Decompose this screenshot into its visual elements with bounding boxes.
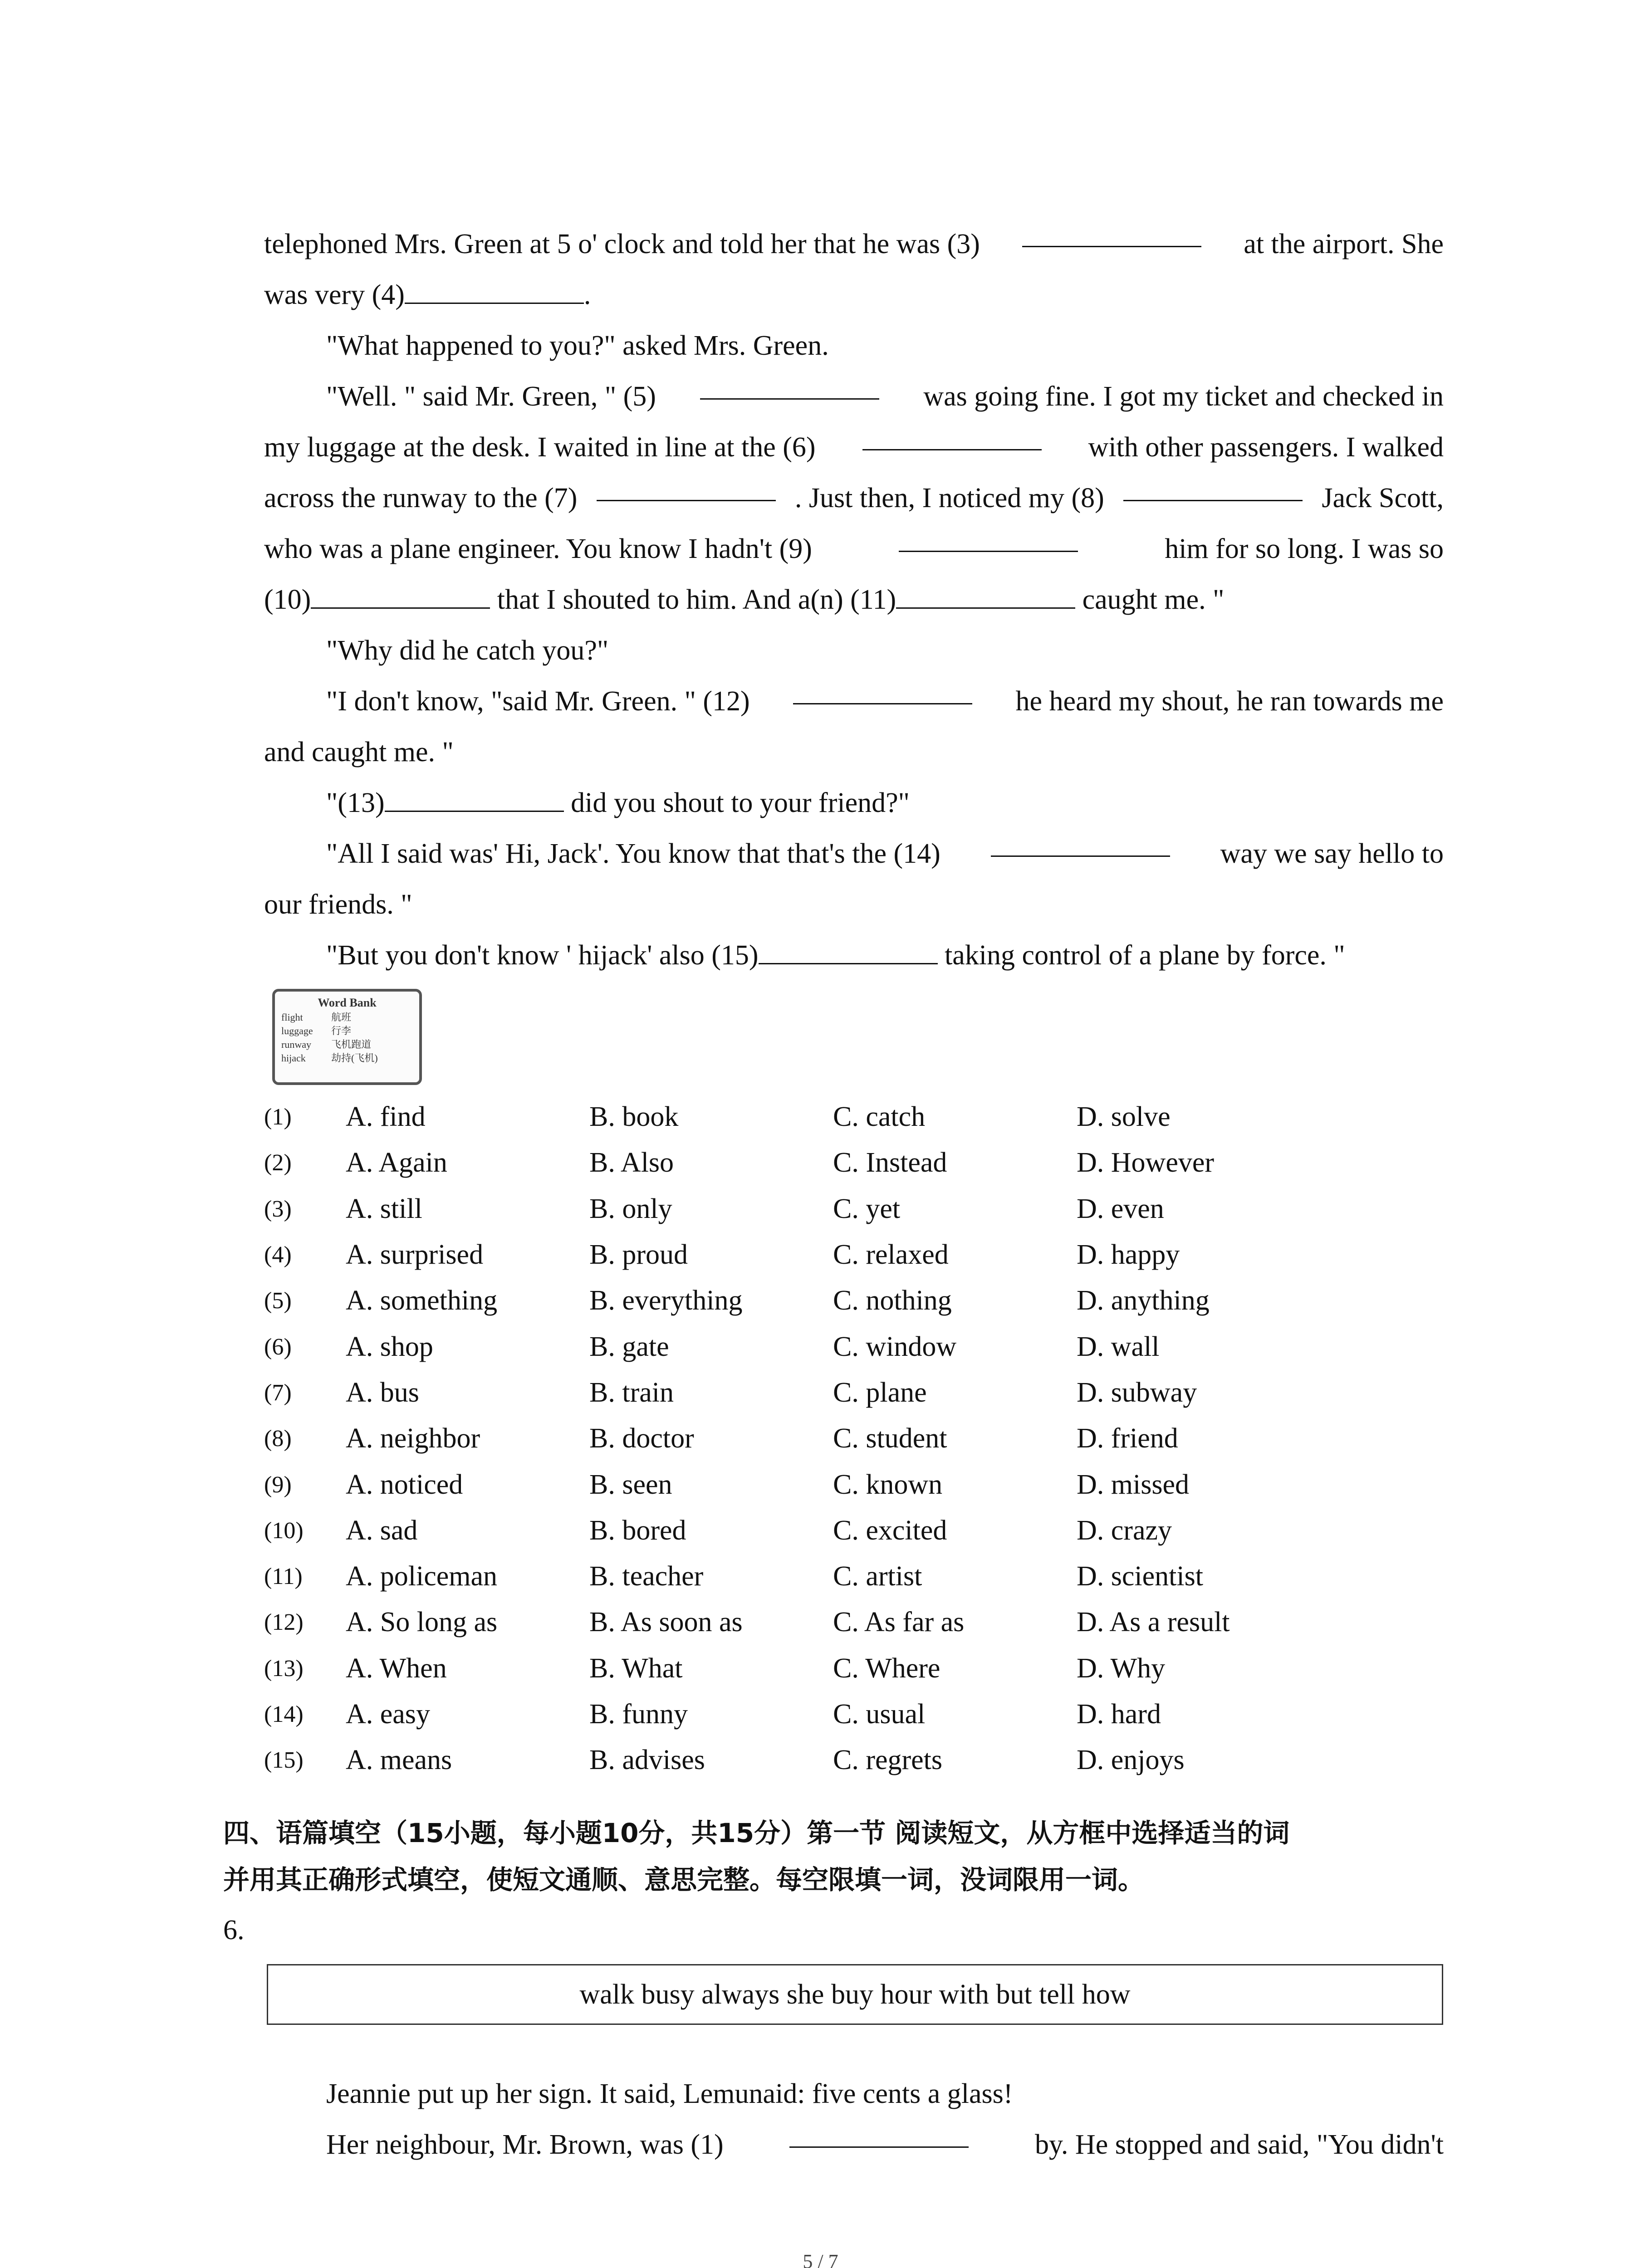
option-choice-a[interactable]: A. easy (346, 1699, 430, 1730)
option-number: (13) (264, 1655, 304, 1681)
passage-line (264, 828, 1444, 879)
option-number: (7) (264, 1379, 292, 1406)
answer-blank[interactable] (597, 473, 776, 501)
option-choice-d[interactable]: D. hard (1077, 1699, 1161, 1730)
option-choice-b[interactable]: B. funny (589, 1699, 688, 1730)
option-choice-a[interactable]: A. something (346, 1285, 498, 1316)
passage-line (264, 320, 1444, 371)
reading-passage (264, 219, 1444, 981)
option-row (264, 1370, 1320, 1416)
option-choice-c[interactable]: C. window (833, 1331, 957, 1362)
answer-options (264, 1094, 1320, 1783)
option-row (264, 1232, 1320, 1278)
option-row (264, 1737, 1320, 1783)
word-bank-en: flight (281, 1012, 303, 1023)
option-choice-c[interactable]: C. regrets (833, 1745, 943, 1776)
option-choice-d[interactable]: D. even (1077, 1193, 1164, 1224)
passage-line (264, 2119, 1444, 2170)
option-row (264, 1691, 1320, 1737)
option-choice-a[interactable]: A. means (346, 1745, 452, 1776)
option-choice-a[interactable]: A. When (346, 1652, 447, 1684)
option-choice-a[interactable]: A. bus (346, 1377, 419, 1408)
text-span: and caught me. " (264, 737, 454, 767)
option-row (264, 1461, 1320, 1507)
option-choice-c[interactable]: C. catch (833, 1101, 926, 1133)
option-choice-d[interactable]: D. As a result (1077, 1607, 1230, 1638)
option-choice-c[interactable]: C. yet (833, 1193, 901, 1224)
passage-line (264, 473, 1444, 523)
option-row (264, 1599, 1320, 1645)
option-choice-b[interactable]: B. gate (589, 1331, 669, 1362)
answer-blank[interactable] (405, 275, 584, 304)
text-span: with other passengers. I walked (1088, 432, 1444, 463)
option-number: (1) (264, 1104, 292, 1130)
option-choice-b[interactable]: B. train (589, 1377, 674, 1408)
answer-blank[interactable] (385, 783, 564, 812)
option-number: (2) (264, 1150, 292, 1176)
text-span: Jack Scott, (1322, 483, 1444, 513)
passage-line (264, 371, 1444, 422)
word-choice-list: walk busy always she buy hour with but tell how (579, 1979, 1131, 2010)
answer-blank[interactable] (899, 523, 1078, 552)
option-choice-b[interactable]: B. Also (589, 1147, 674, 1178)
option-choice-b[interactable]: B. bored (589, 1515, 686, 1546)
text-span: (10) (264, 584, 311, 615)
option-row (264, 1324, 1320, 1369)
option-choice-c[interactable]: C. student (833, 1423, 947, 1454)
option-choice-c[interactable]: C. excited (833, 1515, 947, 1546)
text-span: was going fine. I got my ticket and checked in (923, 381, 1444, 412)
option-choice-c[interactable]: C. artist (833, 1561, 922, 1592)
word-bank-en: runway (281, 1039, 311, 1050)
passage-line (264, 523, 1444, 574)
option-number: (14) (264, 1701, 304, 1727)
option-number: (15) (264, 1747, 304, 1774)
text-span: "Well. " said Mr. Green, " (5) (326, 381, 656, 412)
option-row (264, 1186, 1320, 1232)
text-span: that I shouted to him. And a(n) (11) (490, 584, 896, 615)
text-span: was very (4) (264, 279, 405, 310)
word-bank-zh: 行李 (331, 1025, 352, 1036)
passage-line (264, 2068, 1444, 2119)
option-choice-d[interactable]: D. crazy (1077, 1515, 1172, 1546)
passage-line (264, 422, 1444, 473)
option-choice-a[interactable]: A. surprised (346, 1239, 484, 1271)
option-number: (9) (264, 1471, 292, 1498)
option-choice-a[interactable]: A. So long as (346, 1607, 498, 1638)
text-span: Jeannie put up her sign. It said, Lemunaid: five cents a glass! (326, 2078, 1013, 2109)
option-number: (11) (264, 1564, 303, 1590)
option-row (264, 1554, 1320, 1599)
option-row (264, 1416, 1320, 1461)
option-choice-a[interactable]: A. sad (346, 1515, 418, 1546)
word-bank-title: Word Bank (318, 996, 377, 1009)
option-choice-d[interactable]: D. enjoys (1077, 1745, 1185, 1776)
word-bank-row (281, 1011, 413, 1024)
option-choice-c[interactable]: C. nothing (833, 1285, 952, 1316)
cloze-passage (264, 2068, 1444, 2170)
answer-blank[interactable] (862, 422, 1042, 450)
option-choice-c[interactable]: C. plane (833, 1377, 927, 1408)
answer-blank[interactable] (789, 2119, 969, 2148)
option-choice-a[interactable]: A. policeman (346, 1561, 498, 1592)
passage-line (264, 219, 1444, 269)
option-choice-b[interactable]: B. proud (589, 1239, 688, 1271)
option-choice-b[interactable]: B. book (589, 1101, 679, 1133)
option-choice-c[interactable]: C. As far as (833, 1607, 965, 1638)
option-choice-b[interactable]: B. As soon as (589, 1607, 743, 1638)
text-span: him for so long. I was so (1165, 533, 1444, 564)
option-number: (3) (264, 1196, 292, 1222)
option-choice-d[interactable]: D. However (1077, 1147, 1215, 1178)
option-choice-a[interactable]: A. shop (346, 1331, 433, 1362)
option-number: (12) (264, 1609, 304, 1636)
word-bank-row (281, 1038, 413, 1051)
section-heading-line: 并用其正确形式填空，使短文通顺、意思完整。每空限填一词，没词限用一词。 (223, 1864, 1145, 1895)
passage-line (264, 727, 1444, 777)
text-span: "Why did he catch you?" (326, 635, 609, 666)
text-span: who was a plane engineer. You know I hadn't (9) (264, 533, 812, 564)
text-span: "But you don't know ' hijack' also (15) (326, 940, 759, 971)
word-bank-en: luggage (281, 1025, 313, 1036)
option-choice-a[interactable]: A. find (346, 1101, 426, 1133)
answer-blank[interactable] (896, 580, 1075, 609)
option-number: (4) (264, 1242, 292, 1268)
option-choice-b[interactable]: B. teacher (589, 1561, 704, 1592)
passage-line (264, 777, 1444, 828)
word-bank-row (281, 1051, 413, 1065)
answer-blank[interactable] (991, 828, 1170, 857)
text-span: taking control of a plane by force. " (937, 940, 1345, 971)
option-row (264, 1508, 1320, 1554)
text-span: way we say hello to (1220, 838, 1444, 869)
option-choice-a[interactable]: A. neighbor (346, 1423, 480, 1454)
answer-blank[interactable] (700, 371, 879, 400)
text-span: across the runway to the (7) (264, 483, 578, 513)
option-row (264, 1278, 1320, 1324)
option-choice-b[interactable]: B. seen (589, 1469, 672, 1500)
word-bank-en: hijack (281, 1052, 306, 1064)
option-choice-b[interactable]: B. What (589, 1652, 683, 1684)
option-choice-c[interactable]: C. Instead (833, 1147, 947, 1178)
option-choice-b[interactable]: B. doctor (589, 1423, 694, 1454)
page-number: 5 / 7 (803, 2250, 838, 2268)
text-span: did you shout to your friend?" (563, 787, 910, 818)
text-span: "(13) (326, 787, 385, 818)
text-span: . (583, 279, 591, 310)
text-span: by. He stopped and said, "You didn't (1034, 2129, 1444, 2160)
option-choice-b[interactable]: B. advises (589, 1745, 705, 1776)
answer-blank[interactable] (759, 936, 938, 964)
answer-blank[interactable] (1123, 473, 1303, 501)
option-choice-b[interactable]: B. everything (589, 1285, 743, 1316)
answer-blank[interactable] (311, 580, 490, 609)
text-span: "All I said was' Hi, Jack'. You know that that's the (14) (326, 838, 941, 869)
option-choice-c[interactable]: C. usual (833, 1699, 926, 1730)
word-bank-zh: 劫持(飞机) (331, 1052, 378, 1064)
text-span: caught me. " (1075, 584, 1225, 615)
option-choice-c[interactable]: C. Where (833, 1652, 941, 1684)
option-choice-d[interactable]: D. subway (1077, 1377, 1197, 1408)
option-choice-c[interactable]: C. known (833, 1469, 943, 1500)
option-choice-b[interactable]: B. only (589, 1193, 672, 1224)
option-choice-d[interactable]: D. anything (1077, 1285, 1210, 1316)
option-choice-d[interactable]: D. missed (1077, 1469, 1189, 1500)
question-number: 6. (223, 1915, 245, 1945)
option-number: (8) (264, 1426, 292, 1452)
word-choice-box (267, 1964, 1443, 2025)
text-span: at the airport. She (1244, 229, 1444, 259)
passage-line (264, 269, 1444, 320)
text-span: "I don't know, "said Mr. Green. " (12) (326, 686, 750, 717)
word-bank-zh: 飞机跑道 (331, 1039, 372, 1050)
word-bank-image (272, 989, 422, 1085)
section-heading-line: 四、语篇填空（15小题，每小题10分，共15分）第一节 阅读短文，从方框中选择适当的词 (223, 1818, 1290, 1848)
word-bank-row (281, 1024, 413, 1038)
answer-blank[interactable] (793, 676, 972, 704)
section-heading (223, 1810, 1457, 1903)
passage-line (264, 879, 1444, 930)
text-span: our friends. " (264, 889, 412, 920)
option-choice-a[interactable]: A. still (346, 1193, 422, 1224)
option-choice-c[interactable]: C. relaxed (833, 1239, 949, 1271)
option-choice-d[interactable]: D. scientist (1077, 1561, 1203, 1592)
option-choice-a[interactable]: A. noticed (346, 1469, 463, 1500)
option-choice-d[interactable]: D. wall (1077, 1331, 1160, 1362)
passage-line (264, 676, 1444, 727)
passage-line (264, 930, 1444, 981)
option-row (264, 1646, 1320, 1691)
option-row (264, 1140, 1320, 1186)
option-choice-d[interactable]: D. friend (1077, 1423, 1178, 1454)
text-span: . Just then, I noticed my (8) (794, 483, 1104, 513)
text-span: telephoned Mrs. Green at 5 o' clock and told her that he was (3) (264, 229, 980, 259)
passage-line (264, 574, 1444, 625)
passage-line (264, 625, 1444, 676)
option-choice-d[interactable]: D. happy (1077, 1239, 1180, 1271)
text-span: "What happened to you?" asked Mrs. Green. (326, 330, 829, 361)
option-row (264, 1094, 1320, 1140)
text-span: Her neighbour, Mr. Brown, was (1) (326, 2129, 724, 2160)
word-bank-zh: 航班 (331, 1012, 352, 1023)
option-choice-d[interactable]: D. Why (1077, 1652, 1166, 1684)
option-choice-d[interactable]: D. solve (1077, 1101, 1171, 1133)
option-number: (5) (264, 1288, 292, 1314)
option-number: (6) (264, 1334, 292, 1360)
text-span: he heard my shout, he ran towards me (1015, 686, 1444, 717)
option-choice-a[interactable]: A. Again (346, 1147, 447, 1178)
answer-blank[interactable] (1022, 219, 1201, 247)
text-span: my luggage at the desk. I waited in line at the (6) (264, 432, 816, 463)
option-number: (10) (264, 1517, 304, 1544)
